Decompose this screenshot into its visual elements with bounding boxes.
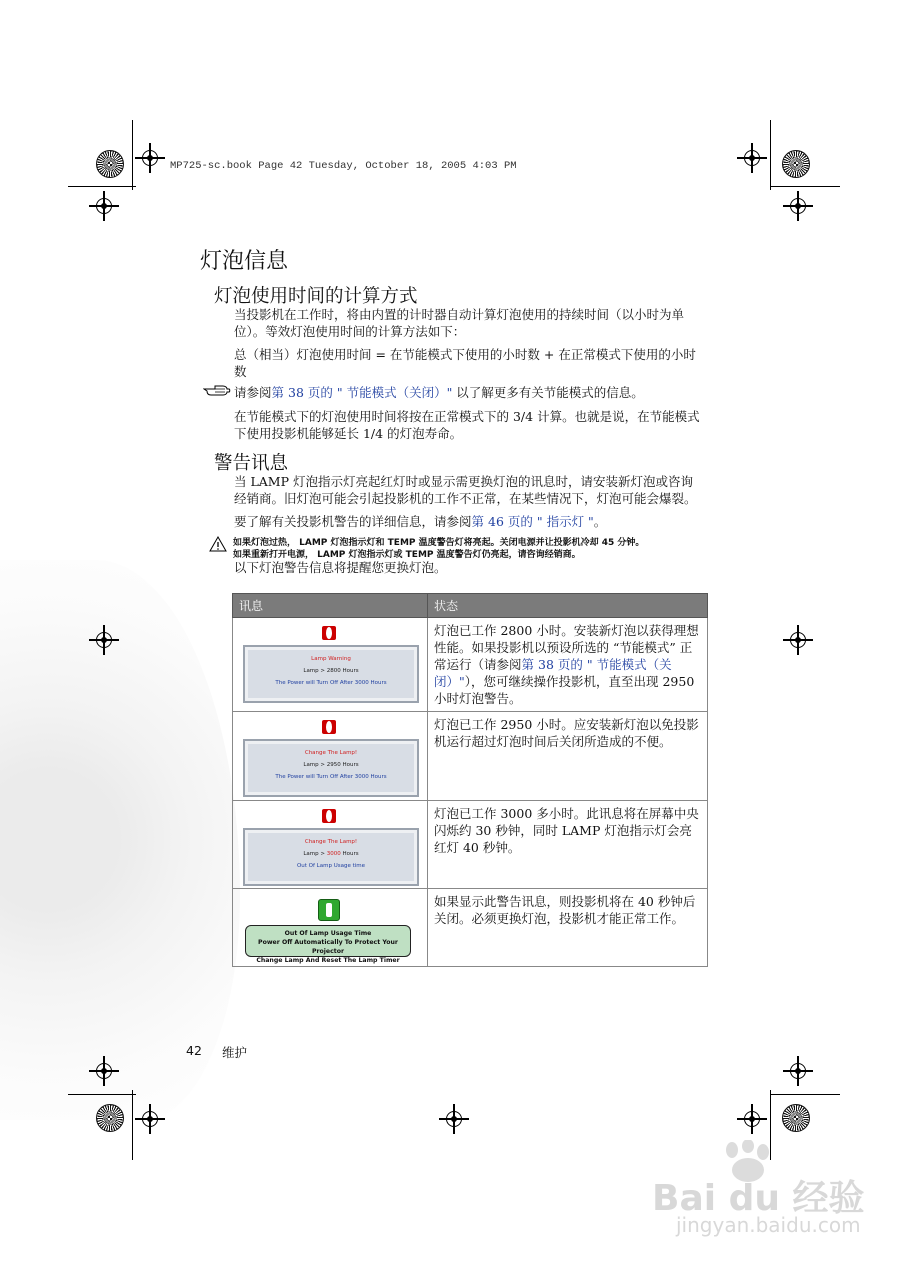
osd-shutdown-screen [245,925,411,964]
color-target-icon [96,150,124,178]
osd-warning-screen [243,828,419,886]
table-row [233,618,708,712]
table-row [233,712,708,801]
message-cell [233,801,428,889]
registration-mark-icon [142,150,158,166]
table-row [233,801,708,889]
paragraph: 以下灯泡警告信息将提醒您更换灯泡。 [234,560,447,575]
registration-mark-icon [790,198,806,214]
watermark-url: jingyan.baidu.com [676,1213,861,1237]
crop-mark [770,1094,840,1095]
indicator-link[interactable]: 第 46 页的 " 指示灯 " [471,514,594,529]
osd-warning-screen [243,739,419,797]
info-icon [318,899,340,921]
table-header-row [233,594,708,618]
color-target-icon [782,150,810,178]
warning-line: 如果灯泡过热， LAMP 灯泡指示灯和 TEMP 温度警告灯将亮起。关闭电源并让投影机冷却 45 分钟。 [233,538,645,548]
status-cell [428,618,708,712]
subsection-title-usage: 灯泡使用时间的计算方式 [214,286,418,307]
status-cell: 灯泡已工作 2950 小时。应安装新灯泡以免投影机运行超过灯泡时间后关闭所造成的不便。 [428,712,708,801]
osd-text: Hours [340,851,359,857]
message-cell [233,889,428,967]
crop-mark [68,186,136,187]
crop-mark [770,120,771,190]
crop-mark [68,1094,136,1095]
paragraph: 当投影机在工作时，将由内置的计时器自动计算灯泡使用的持续时间（以小时为单位）。等效灯泡使用时间的计算方法如下： [234,307,685,339]
watermark-brand: Bai du 经验 [652,1178,865,1219]
eco-mode-link[interactable]: 第 38 页的 " 节能模式（关闭）" [271,385,453,400]
message-cell [233,618,428,712]
warning-note [233,537,713,561]
message-cell [233,712,428,801]
paragraph: 在节能模式下的灯泡使用时间将按在正常模式下的 3/4 计算。也就是说，在节能模式下使用投影机能够延长 1/4 的灯泡寿命。 [234,409,700,441]
paragraph: 当 LAMP 灯泡指示灯亮起红灯时或显示需更换灯泡的讯息时，请安装新灯泡或咨询经销商。旧灯泡可能会引起投影机的工作不正常，在某些情况下，灯泡可能会爆裂。 [234,474,697,506]
paragraph: 总（相当）灯泡使用时间 = 在节能模式下使用的小时数 + 在正常模式下使用的小时数 [234,347,696,379]
pointing-hand-icon [203,383,231,397]
eco-mode-link[interactable]: 第 38 页的 " 节能模式（关闭）" [434,657,672,689]
registration-mark-icon [744,150,760,166]
osd-line: Change The Lamp! [304,750,358,756]
osd-warning-screen [243,645,419,703]
paragraph [234,513,704,530]
status-cell: 如果显示此警告讯息，则投影机将在 40 秒钟后关闭。必须更换灯泡，投影机才能正常工作。 [428,889,708,967]
color-target-icon [782,1104,810,1132]
status-cell: 灯泡已工作 3000 多小时。此讯息将在屏幕中央闪烁约 30 秒钟，同时 LAMP 灯泡指示灯会亮红灯 40 秒钟。 [428,801,708,889]
osd-line: Lamp Warning [311,656,351,662]
page-number: 42 [186,1043,202,1058]
column-header-status: 状态 [428,594,708,618]
osd-line: Lamp > 2800 Hours [303,668,359,674]
osd-line: The Power will Turn Off After 3000 Hours [275,680,387,686]
registration-mark-icon [744,1111,760,1127]
osd-line: Change Lamp And Reset The Lamp Timer [256,957,400,964]
osd-line: The Power will Turn Off After 3000 Hours [275,774,387,780]
warning-line: 如果重新打开电源， LAMP 灯泡指示灯或 TEMP 温度警告灯仍亮起，请咨询经销商。 [233,550,581,560]
osd-line [245,851,417,857]
status-text: 灯泡已工作 2800 小时。安装新灯泡以获得理想性能。如果投影机以预设所选的 “节能模式” 正常运行（请参阅 [434,623,699,672]
footer-section-name: 维护 [222,1045,248,1060]
osd-line: Lamp > 2950 Hours [303,762,359,768]
registration-mark-icon [142,1111,158,1127]
registration-mark-icon [96,1063,112,1079]
registration-mark-icon [790,632,806,648]
column-header-message: 讯息 [233,594,428,618]
registration-mark-icon [96,198,112,214]
crop-mark [132,120,133,190]
note-suffix: 以了解更多有关节能模式的信息。 [452,385,644,400]
osd-hours-value: 3000 [326,851,341,857]
background-decoration [0,560,240,1120]
osd-text: Lamp > [303,851,327,857]
status-text: ），您可继续操作投影机，直至出现 2950 小时灯泡警告。 [434,674,695,706]
warning-info-icon [322,809,336,823]
subsection-title-warning: 警告讯息 [214,453,289,474]
crop-mark [132,1090,133,1160]
table-row [233,889,708,967]
warning-info-icon [322,626,336,640]
note-prefix: 请参阅 [234,385,272,400]
text-prefix: 要了解有关投影机警告的详细信息，请参阅 [234,514,472,529]
registration-mark-icon [790,1063,806,1079]
osd-line: Power Off Automatically To Protect Your Projector [258,939,398,955]
warning-triangle-icon [209,536,227,552]
osd-line: Out Of Lamp Usage time [296,863,366,869]
registration-mark-icon [446,1111,462,1127]
text-suffix: 。 [593,514,607,529]
lamp-warning-table [232,593,708,967]
registration-mark-icon [96,632,112,648]
file-info-header: MP725-sc.book Page 42 Tuesday, October 18, 2005 4:03 PM [170,160,517,172]
osd-line: Out Of Lamp Usage Time [284,930,372,937]
osd-line: Change The Lamp! [304,839,358,845]
note-text [234,384,714,401]
crop-mark [770,186,840,187]
section-title: 灯泡信息 [200,249,289,274]
warning-info-icon [322,720,336,734]
color-target-icon [96,1104,124,1132]
